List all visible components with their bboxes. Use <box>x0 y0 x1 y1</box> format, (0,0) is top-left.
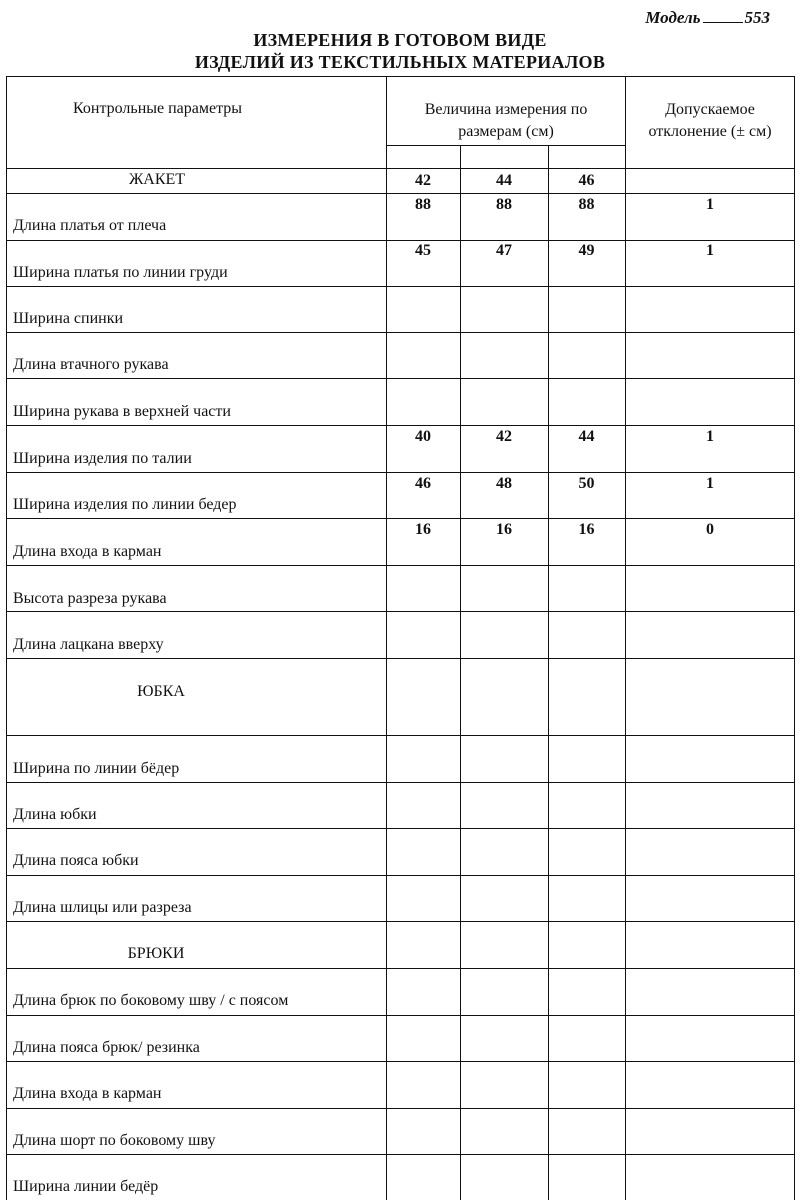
row-label: Длина входа в карман <box>13 543 162 560</box>
value-size-42: 88 <box>415 196 431 213</box>
document-title-line1: ИЗМЕРЕНИЯ В ГОТОВОМ ВИДЕ <box>253 30 547 50</box>
row-label: Высота разреза рукава <box>13 590 167 607</box>
row-label: Ширина рукава в верхней части <box>13 403 231 420</box>
section-jacket: ЖАКЕТ <box>128 171 186 188</box>
row-label: Ширина спинки <box>13 310 124 327</box>
size-44: 44 <box>496 172 512 189</box>
header-tolerance-line1: Допускаемое <box>665 101 755 118</box>
model-label-text: Модель <box>645 8 701 27</box>
row-label: Длина пояса брюк/ резинка <box>13 1039 200 1056</box>
row-label: Длина шлицы или разреза <box>13 899 192 916</box>
value-size-46: 44 <box>578 428 595 445</box>
size-46: 46 <box>578 172 595 189</box>
value-size-44: 88 <box>496 196 512 213</box>
value-size-46: 49 <box>578 242 595 259</box>
value-size-42: 45 <box>415 242 431 259</box>
header-size-values <box>386 99 626 143</box>
row-label: Длина втачного рукава <box>13 356 169 373</box>
row-label: Длина юбки <box>13 806 97 823</box>
row-label: Ширина изделия по талии <box>13 450 192 467</box>
value-size-42: 16 <box>415 521 431 538</box>
document-title-line2: ИЗДЕЛИЙ ИЗ ТЕКСТИЛЬНЫХ МАТЕРИАЛОВ <box>194 52 606 72</box>
size-42: 42 <box>415 172 431 189</box>
value-size-44: 47 <box>496 242 512 259</box>
header-tolerance <box>625 99 795 143</box>
section-trousers: БРЮКИ <box>127 945 185 962</box>
value-size-44: 16 <box>496 521 512 538</box>
model-number: 553 <box>744 8 770 27</box>
header-tolerance-line2: отклонение (± см) <box>648 123 772 140</box>
value-size-46: 16 <box>578 521 595 538</box>
value-tolerance: 1 <box>706 242 714 259</box>
row-label: Ширина изделия по линии бедер <box>13 496 237 513</box>
header-parameters: Контрольные параметры <box>73 100 243 117</box>
value-size-44: 42 <box>496 428 512 445</box>
value-tolerance: 1 <box>706 475 714 492</box>
row-label: Ширина платья по линии груди <box>13 264 228 281</box>
row-label: Ширина линии бедёр <box>13 1178 159 1195</box>
row-label: Длина пояса юбки <box>13 852 139 869</box>
row-label: Длина брюк по боковому шву / с поясом <box>13 992 289 1009</box>
header-size-values-line1: Величина измерения по <box>424 101 588 118</box>
value-size-46: 50 <box>578 475 595 492</box>
row-label: Ширина по линии бёдер <box>13 760 180 777</box>
value-size-46: 88 <box>578 196 595 213</box>
row-label: Длина платья от плеча <box>13 217 167 234</box>
value-size-44: 48 <box>496 475 512 492</box>
value-size-42: 40 <box>415 428 431 445</box>
header-size-values-line2: размерам (см) <box>458 123 554 140</box>
row-label: Длина шорт по боковому шву <box>13 1132 216 1149</box>
row-label: Длина входа в карман <box>13 1085 162 1102</box>
value-tolerance: 1 <box>706 428 714 445</box>
value-tolerance: 1 <box>706 196 714 213</box>
value-size-42: 46 <box>415 475 431 492</box>
row-label: Длина лацкана вверху <box>13 636 164 653</box>
section-skirt: ЮБКА <box>137 683 185 700</box>
value-tolerance: 0 <box>706 521 714 538</box>
